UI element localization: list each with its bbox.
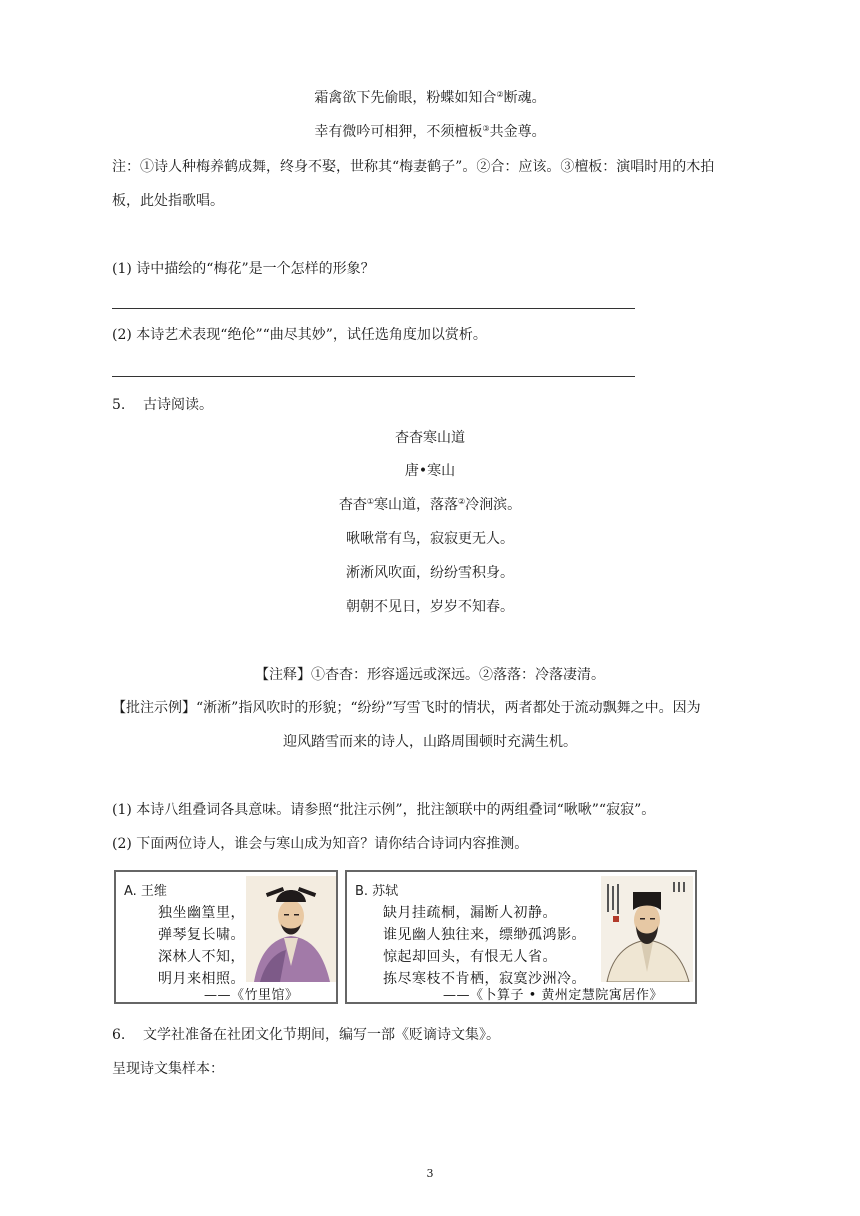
card-b-label: B. 苏轼: [355, 884, 399, 899]
poem2-annotation: 【注释】①杳杳：形容遥远或深远。②落落：冷落凄清。: [255, 667, 605, 683]
card-a-line: 深林人不知，: [158, 949, 245, 965]
note1-line1: 注：①诗人种梅养鹤成舞，终身不娶，世称其“梅妻鹤子”。②合：应该。③檀板：演唱时用的木拍: [112, 159, 715, 175]
card-wang-wei: [114, 870, 338, 1004]
answer-line-q4-2[interactable]: [112, 376, 635, 377]
card-b-line: 谁见幽人独往来，缥缈孤鸿影。: [383, 927, 586, 943]
poem2-line4: 朝朝不见日，岁岁不知春。: [346, 599, 514, 615]
q5-sub2: (2) 下面两位诗人，谁会与寒山成为知音？请你结合诗词内容推测。: [112, 836, 529, 852]
q5-prompt: 古诗阅读。: [143, 397, 213, 413]
card-b-line: 缺月挂疏桐，漏断人初静。: [383, 905, 557, 921]
poem1-line2: 幸有微吟可相狎，不须檀板③共金尊。: [314, 124, 546, 140]
poem2-title: 杳杳寒山道: [395, 430, 465, 446]
card-a-label: A. 王维: [124, 884, 167, 899]
q5-sub1: (1) 本诗八组叠词各具意味。请参照“批注示例”，批注颔联中的两组叠词“啾啾”“寂寂”。: [112, 802, 656, 818]
q4-sub2: (2) 本诗艺术表现“绝伦”“曲尽其妙”，试任选角度加以赏析。: [112, 327, 487, 343]
q6-number: 6.: [112, 1027, 126, 1043]
poem2-author: 唐•寒山: [404, 463, 456, 479]
poem2-line3: 淅淅风吹面，纷纷雪积身。: [346, 565, 514, 581]
poem2-line2: 啾啾常有鸟，寂寂更无人。: [346, 531, 514, 547]
q6-sub: 呈现诗文集样本：: [112, 1061, 224, 1077]
card-b-line: 拣尽寒枝不肯栖，寂寞沙洲冷。: [383, 971, 586, 987]
su-shi-portrait-image: [601, 876, 693, 982]
card-a-line: 明月来相照。: [158, 971, 245, 987]
card-a-line: 独坐幽篁里，: [158, 905, 245, 921]
page-number: 3: [426, 1167, 434, 1180]
annotation-example-line1: 【批注示例】“淅淅”指风吹时的形貌；“纷纷”写雪飞时的情状，两者都处于流动飘舞之中。因为: [112, 700, 701, 716]
answer-line-q4-1[interactable]: [112, 308, 635, 309]
card-b-line: 惊起却回头，有恨无人省。: [383, 949, 557, 965]
q6-text: 文学社准备在社团文化节期间，编写一部《贬谪诗文集》。: [143, 1027, 500, 1043]
annotation-example-line2: 迎风踏雪而来的诗人，山路周围顿时充满生机。: [283, 734, 577, 750]
card-su-shi: [345, 870, 697, 1004]
wang-wei-portrait-image: [246, 876, 336, 982]
note1-line2: 板，此处指歌唱。: [112, 193, 224, 209]
card-a-line: 弹琴复长啸。: [158, 927, 245, 943]
poem1-line1: 霜禽欲下先偷眼，粉蝶如知合②断魂。: [314, 90, 546, 106]
card-b-source: ——《卜算子 • 黄州定慧院寓居作》: [443, 988, 663, 1003]
q4-sub1: (1) 诗中描绘的“梅花”是一个怎样的形象？: [112, 261, 375, 277]
poem2-line1: 杳杳①寒山道，落落②冷涧滨。: [338, 497, 522, 513]
card-a-source: ——《竹里馆》: [204, 988, 299, 1003]
q5-number: 5.: [112, 397, 126, 413]
